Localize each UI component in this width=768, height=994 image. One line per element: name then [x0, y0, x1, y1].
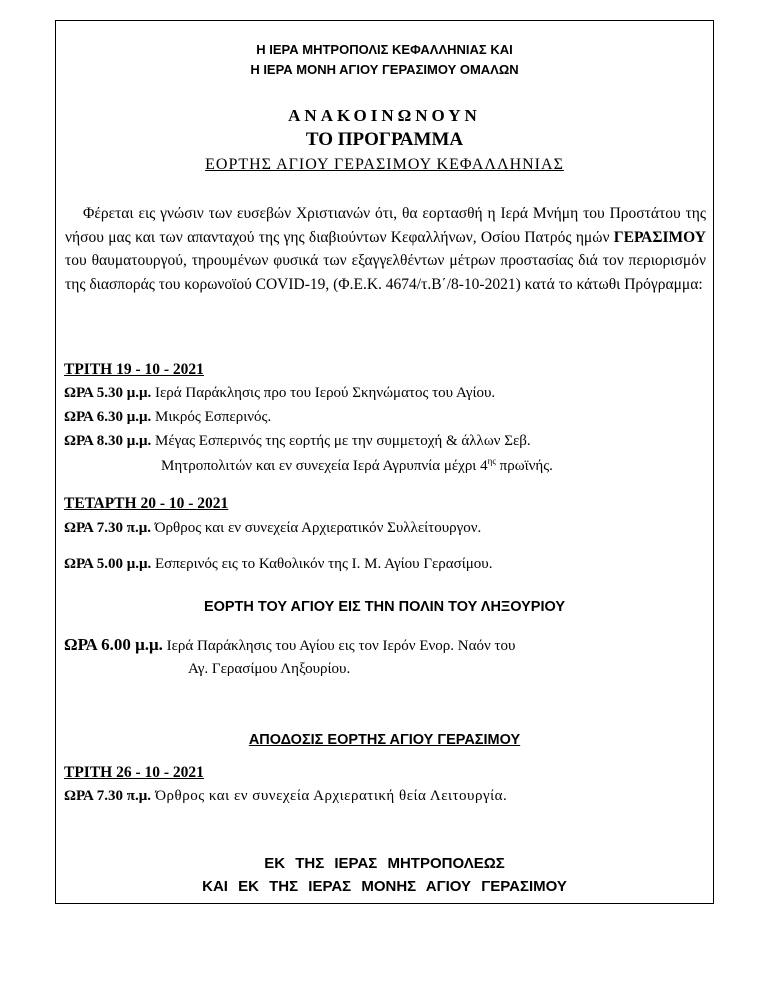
header-line-2: Η ΙΕΡΑ ΜΟΝΗ ΑΓΙΟΥ ΓΕΡΑΣΙΜΟΥ ΟΜΑΛΩΝ [250, 62, 519, 77]
day1-event-1-time: ΩΡΑ 5.30 μ.μ. [64, 385, 152, 401]
day1-event-2 [64, 409, 271, 426]
intro-text-2: του θαυματουργού, τηρουμένων φυσικά των εξαγγελθέντων μέτρων προστασίας διά τον περιορισμόν της διασποράς του κορωνοϊού COVID-19, (Φ.Ε.Κ. 4674/τ.Β΄/8-10-2021) κατά το κάτωθι Πρόγραμμα: [65, 252, 706, 293]
day2-title: ΤΕΤΑΡΤΗ 20 - 10 - 2021 [64, 495, 229, 512]
day1-event-2-text: Μικρός Εσπερινός. [151, 409, 272, 425]
intro-paragraph [65, 202, 706, 296]
day1-event-1-text: Ιερά Παράκλησις προ του Ιερού Σκηνώματος του Αγίου. [151, 385, 496, 401]
announce-heading: ΑΝΑΚΟΙΝΩΝΟΥΝ [288, 106, 481, 125]
apodosis-time: ΩΡΑ 7.30 π.μ. [64, 788, 151, 804]
day2-event-2-time: ΩΡΑ 5.00 μ.μ. [64, 556, 152, 572]
program-title: ΤΟ ΠΡΟΓΡΑΜΜΑ [305, 129, 464, 150]
intro-saint-name: ΓΕΡΑΣΙΜΟΥ [613, 228, 706, 246]
day2-event-2 [64, 556, 492, 573]
day1-event-3-time: ΩΡΑ 8.30 μ.μ. [64, 433, 152, 449]
city-feast-text: Ιερά Παράκλησις του Αγίου εις τον Ιερόν Ενορ. Ναόν του [162, 638, 516, 654]
header-line-1: Η ΙΕΡΑ ΜΗΤΡΟΠΟΛΙΣ ΚΕΦΑΛΛΗΝΙΑΣ ΚΑΙ [256, 42, 513, 57]
day2-event-1 [64, 520, 481, 537]
feast-title: ΕΟΡΤΗΣ ΑΓΙΟΥ ΓΕΡΑΣΙΜΟΥ ΚΕΦΑΛΛΗΝΙΑΣ [205, 156, 564, 173]
apodosis-title: ΑΠΟΔΟΣΙΣ ΕΟΡΤΗΣ ΑΓΙΟΥ ΓΕΡΑΣΙΜΟΥ [248, 732, 521, 748]
city-feast-continued: Αγ. Γερασίμου Ληξουρίου. [188, 661, 351, 677]
apodosis-event [64, 788, 507, 805]
day1-event-2-time: ΩΡΑ 6.30 μ.μ. [64, 409, 152, 425]
day2-event-1-text: Όρθρος και εν συνεχεία Αρχιερατικόν Συλλείτουργον. [150, 520, 482, 536]
apodosis-text: Όρθρος και εν συνεχεία Αρχιερατική θεία Λειτουργία. [150, 788, 508, 804]
footer-line-2: ΚΑΙ ΕΚ ΤΗΣ ΙΕΡΑΣ ΜΟΝΗΣ ΑΓΙΟΥ ΓΕΡΑΣΙΜΟΥ [202, 878, 567, 895]
day1-event-3-text: Μέγας Εσπερινός της εορτής με την συμμετοχή & άλλων Σεβ. [151, 433, 531, 449]
intro-text-1: Φέρεται εις γνώσιν των ευσεβών Χριστιανών ότι, θα εορτασθή η Ιερά Μνήμη του Προστάτου της νήσου μας και των απανταχού της γης διαβιούντων Κεφαλλήνων, Οσίου Πατρός ημών [65, 205, 706, 246]
day1-event-3-cont: Μητροπολιτών και εν συνεχεία Ιερά Αγρυπνία μέχρι 4 [161, 458, 488, 474]
day1-event-3-continued [161, 456, 553, 475]
city-feast-title: ΕΟΡΤΗ ΤΟΥ ΑΓΙΟΥ ΕΙΣ ΤΗΝ ΠΟΛΙΝ ΤΟΥ ΛΗΞΟΥΡΙΟΥ [203, 599, 566, 615]
day2-event-2-text: Εσπερινός εις το Καθολικόν της Ι. Μ. Αγίου Γερασίμου. [151, 556, 493, 572]
city-feast-event [64, 635, 515, 655]
day2-event-1-time: ΩΡΑ 7.30 π.μ. [64, 520, 151, 536]
day1-event-3-sup: ης [487, 456, 496, 466]
city-feast-time: ΩΡΑ 6.00 μ.μ. [64, 635, 163, 654]
day1-title: ΤΡΙΤΗ 19 - 10 - 2021 [64, 361, 204, 378]
footer-line-1: ΕΚ ΤΗΣ ΙΕΡΑΣ ΜΗΤΡΟΠΟΛΕΩΣ [264, 855, 505, 872]
day1-event-3 [64, 433, 531, 450]
day1-event-3-end: πρωϊνής. [495, 458, 553, 474]
day1-event-1 [64, 385, 495, 402]
announcement-frame [55, 20, 714, 904]
apodosis-day: ΤΡΙΤΗ 26 - 10 - 2021 [64, 764, 204, 781]
